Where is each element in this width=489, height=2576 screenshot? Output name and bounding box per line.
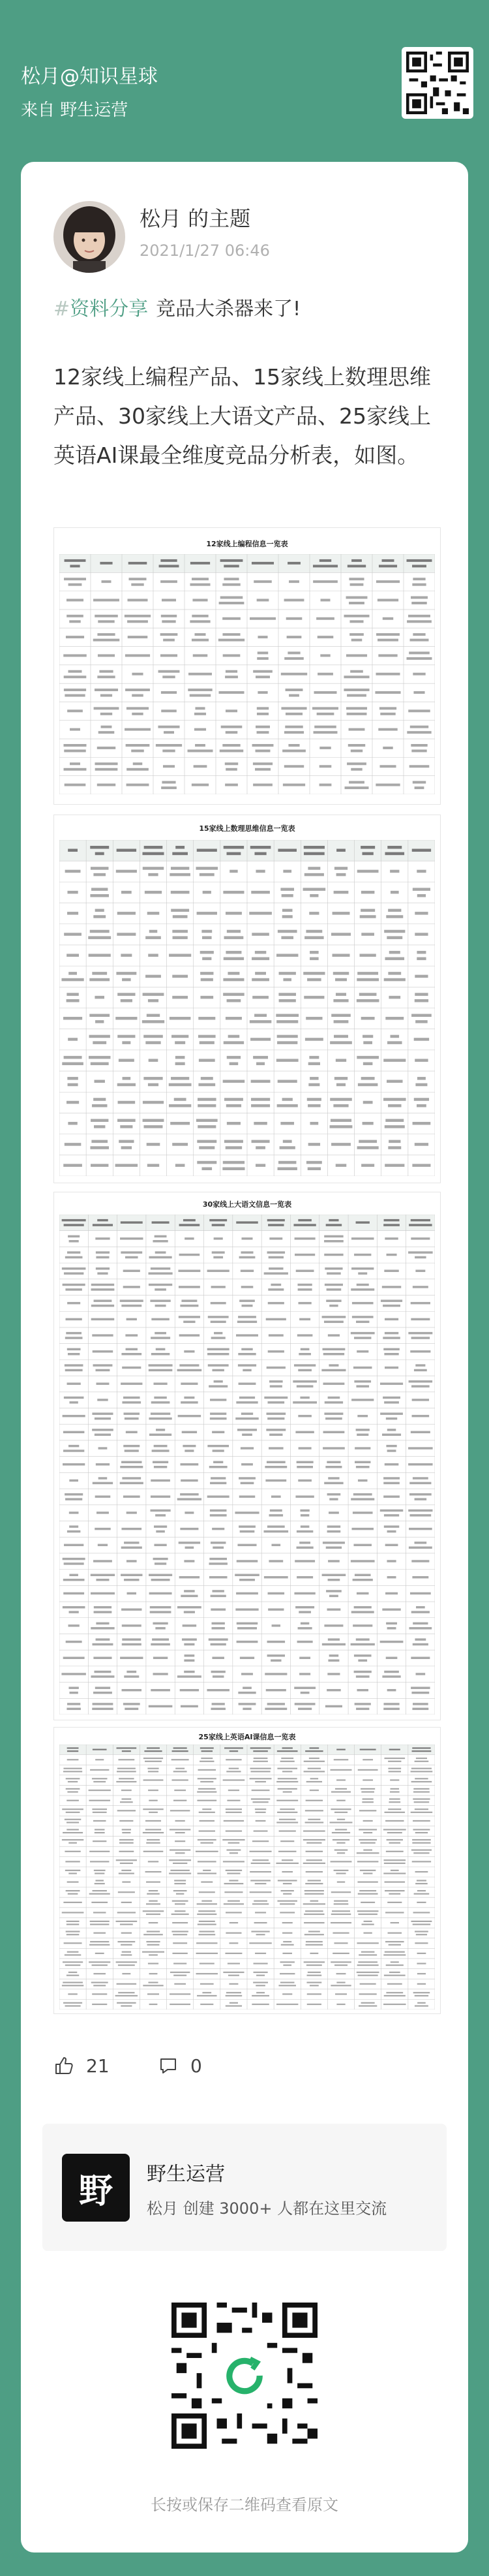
hash-mark: # [53, 298, 70, 320]
sheet-grid [59, 840, 435, 1176]
spreadsheet-image-chinese[interactable] [53, 1192, 441, 1720]
header-title: 松月@知识星球 [21, 65, 158, 88]
sheet-title: 30家线上大语文信息一览表 [202, 1200, 292, 1209]
header-subtitle: 来自 野生运营 [21, 101, 128, 120]
thumbs-up-icon [53, 2055, 74, 2076]
sheet-title: 25家线上英语AI课信息一览表 [198, 1733, 296, 1741]
sheet-grid [59, 554, 435, 794]
sheet-grid-lines [59, 1745, 435, 2010]
topic-tag[interactable]: 资料分享 [70, 298, 149, 320]
post-date: 2021/1/27 06:46 [140, 241, 270, 260]
author-avatar[interactable] [53, 201, 125, 273]
qr-code-icon [406, 52, 469, 114]
post-card [21, 162, 468, 2553]
qr-caption: 长按或保存二维码查看原文 [151, 2496, 338, 2514]
sheet-grid-lines [59, 840, 435, 1176]
post-body: 12家线上编程产品、15家线上数理思维产品、30家线上大语文产品、25家线上英语AI课最全维度竞品分析表，如图。 [53, 364, 431, 468]
avatar-icon [53, 201, 125, 273]
like-button[interactable] [53, 2053, 110, 2079]
spreadsheet-image-english[interactable] [53, 1727, 441, 2014]
group-logo: 野 [62, 2154, 130, 2222]
sheet-title: 15家线上数理思维信息一览表 [199, 824, 295, 833]
comment-button[interactable] [158, 2053, 202, 2079]
qr-code-icon [171, 2303, 318, 2449]
spreadsheet-image-math[interactable] [53, 815, 441, 1183]
sheet-grid [59, 1745, 435, 2010]
topic-text: 竞品大杀器来了! [156, 298, 301, 320]
like-count: 21 [86, 2055, 110, 2077]
topic-line [53, 292, 445, 321]
group-card[interactable] [42, 2124, 447, 2251]
comment-count: 0 [190, 2055, 202, 2077]
sheet-grid-lines [59, 554, 435, 794]
sheet-grid [59, 1215, 435, 1715]
group-name: 野生运营 [147, 2163, 225, 2186]
spreadsheet-image-coding[interactable] [53, 527, 441, 805]
sheet-grid-lines [59, 1215, 435, 1715]
comment-icon [158, 2055, 179, 2076]
author-name[interactable]: 松月 的主题 [140, 206, 251, 231]
group-description: 松月 创建 3000+ 人都在这里交流 [147, 2199, 387, 2218]
post-actions [53, 2053, 314, 2079]
sheet-title: 12家线上编程信息一览表 [206, 540, 288, 548]
header-qr-code[interactable] [402, 47, 473, 119]
bottom-qr-code[interactable] [171, 2303, 318, 2449]
page-header [0, 0, 489, 160]
